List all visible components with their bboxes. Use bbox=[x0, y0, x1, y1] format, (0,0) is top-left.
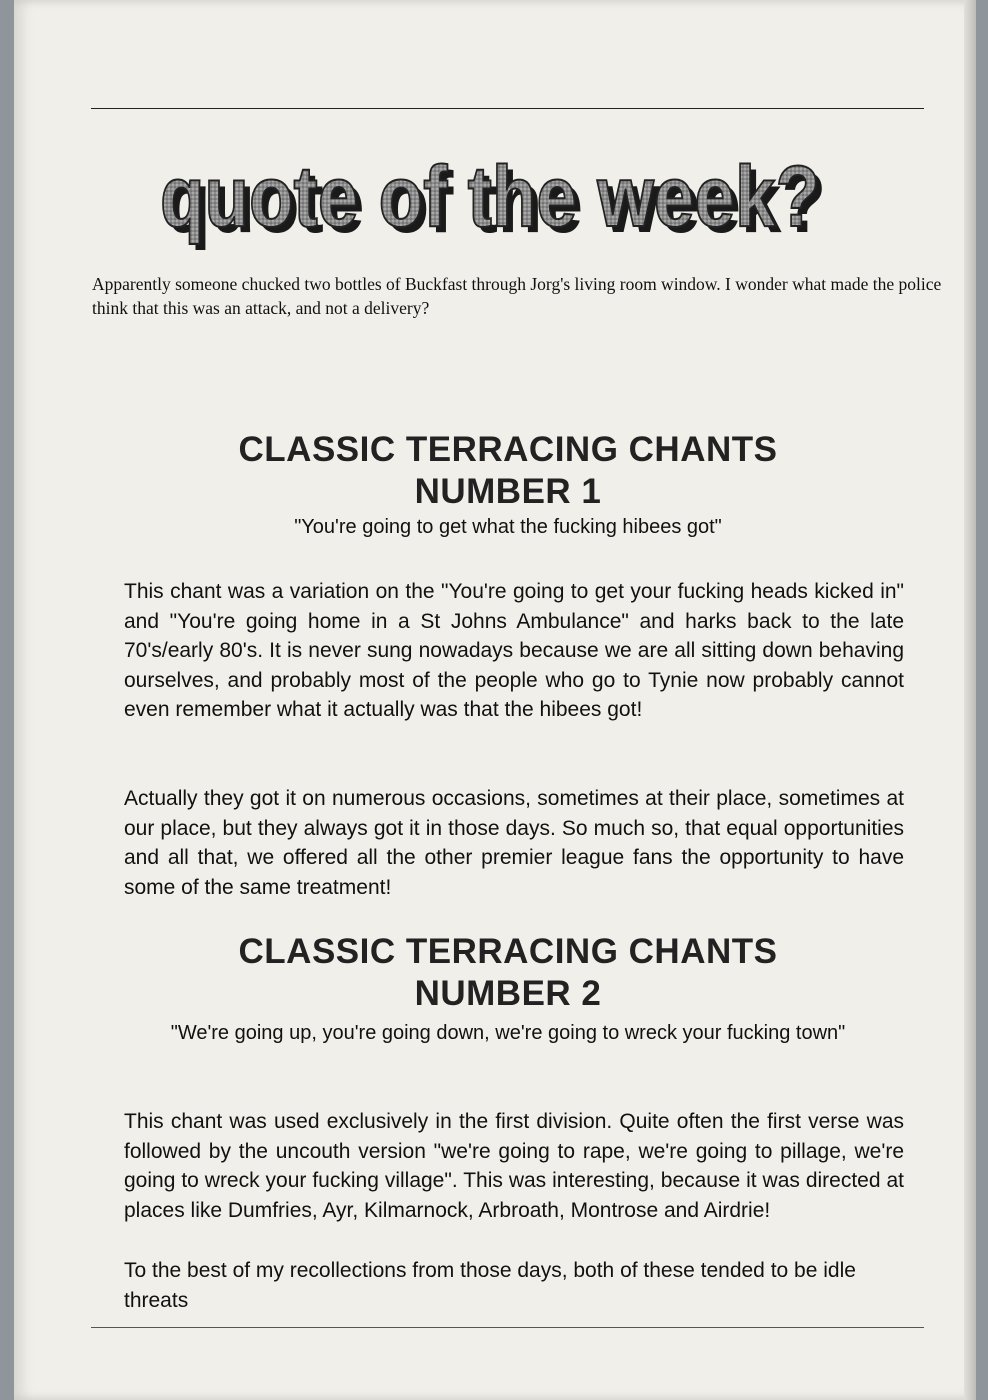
chant-1-paragraph-1: This chant was a variation on the "You're going to get your fucking heads kicked in" and "You're going home in a St Johns Ambulance" and harks back to the late 70's/early 80's. It is never sung nowadays because we are all sitting down behaving ourselves, and probably most of the people who go to Tynie now probably cannot even remember what it actually was that the hibees got! bbox=[124, 580, 904, 721]
top-divider bbox=[91, 108, 924, 109]
banner-shadow: quote of the week? bbox=[166, 155, 826, 250]
banner-graphic bbox=[144, 140, 844, 250]
chant-2-paragraph-2: To the best of my recollections from those days, both of these tended to be idle threats bbox=[124, 1259, 856, 1312]
chant-1-number: NUMBER 1 bbox=[414, 472, 602, 511]
page-edge bbox=[964, 0, 976, 1400]
chant-1-lyric: "You're going to get what the fucking hibees got" bbox=[294, 516, 722, 538]
quote-of-the-week-banner bbox=[144, 140, 844, 250]
banner-text: quote of the week? bbox=[160, 149, 820, 245]
chant-2-heading: CLASSIC TERRACING CHANTS bbox=[238, 932, 778, 971]
bottom-divider bbox=[91, 1327, 924, 1328]
chant-1-paragraph-2: Actually they got it on numerous occasions, sometimes at their place, sometimes at our place, but they always got it in those days. So much so, that equal opportunities and all that, we offered all the other premier league fans the opportunity to have some of the same treatment! bbox=[124, 787, 904, 899]
chant-1-heading: CLASSIC TERRACING CHANTS bbox=[238, 430, 778, 469]
chant-2-paragraph-1: This chant was used exclusively in the first division. Quite often the first verse was followed by the uncouth version "we're going to rape, we're going to pillage, we're going to wreck your fucking village". This was interesting, because it was directed at places like Dumfries, Ayr, Kilmarnock, Arbroath, Montrose and Airdrie! bbox=[124, 1110, 904, 1222]
chant-2-number: NUMBER 2 bbox=[414, 974, 602, 1013]
quote-text: Apparently someone chucked two bottles of Buckfast through Jorg's living room window. I wonder what made the police think that this was an attack, and not a delivery? bbox=[92, 274, 942, 318]
chant-2-lyric: "We're going up, you're going down, we're going to wreck your fucking town" bbox=[170, 1022, 846, 1044]
magazine-page bbox=[14, 0, 976, 1400]
